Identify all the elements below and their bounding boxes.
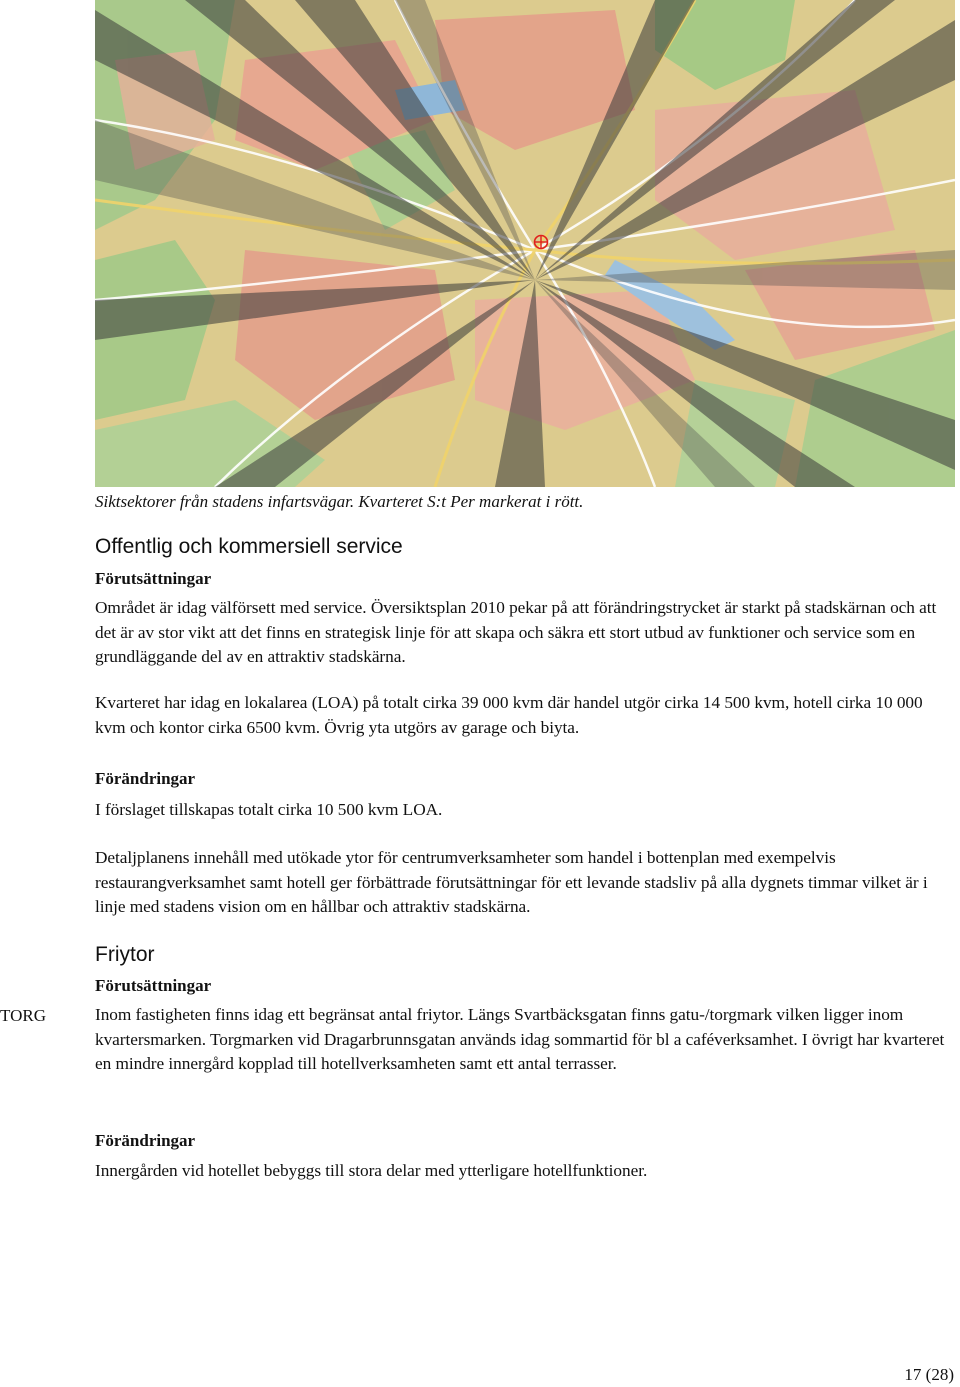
sector-map — [95, 0, 955, 487]
page-number: 17 (28) — [904, 1365, 954, 1384]
subheading-forandringar-2: Förändringar — [95, 1131, 196, 1150]
section-heading-friytor: Friytor — [95, 943, 155, 966]
map-graphic — [95, 0, 955, 487]
paragraph-friytor-2: Innergården vid hotellet bebyggs till stora delar med ytterligare hotellfunktioner. — [95, 1161, 648, 1180]
paragraph-service-4: Detaljplanens innehåll med utökade ytor för centrumverksamheter som handel i bottenplan med exempelvis restaurangverksamhet samt hotell ger förbättrade förutsättningar för ett levande stadsliv på alla dygnets timmar vilket är i linje med stadens vision om en hållbar och attraktiv stadskärna. — [95, 848, 928, 916]
paragraph-service-3: I förslaget tillskapas totalt cirka 10 500 kvm LOA. — [95, 800, 443, 819]
margin-label-torg: TORG — [0, 1006, 46, 1025]
subheading-forutsattningar-2: Förutsättningar — [95, 976, 212, 995]
subheading-forandringar-1: Förändringar — [95, 769, 196, 788]
subheading-forutsattningar-1: Förutsättningar — [95, 569, 212, 588]
paragraph-service-1: Området är idag välförsett med service. Översiktsplan 2010 pekar på att förändringstrycket är starkt på stadskärnan och att det är av stor vikt att det finns en strategisk linje för att skapa och säkra ett stort utbud av funktioner och service som en grundläggande del av en attraktiv stadskärna. — [95, 598, 937, 666]
map-caption: Siktsektorer från stadens infartsvägar. Kvarteret S:t Per markerat i rött. — [95, 492, 584, 511]
section-heading-service: Offentlig och kommersiell service — [95, 535, 403, 558]
property-marker — [534, 235, 548, 249]
paragraph-friytor-1: Inom fastigheten finns idag ett begränsat antal friytor. Längs Svartbäcksgatan finns gatu-/torgmark vilken ligger inom kvartersmarken. Torgmarken vid Dragarbrunnsgatan används idag sommartid för bl a caféverksamhet. I övrigt har kvarteret en mindre innergård kopplad till hotellverksamheten samt ett antal terrasser. — [95, 1005, 945, 1073]
paragraph-service-2: Kvarteret har idag en lokalarea (LOA) på totalt cirka 39 000 kvm där handel utgör cirka 14 500 kvm, hotell cirka 10 000 kvm och kontor cirka 6500 kvm. Övrig yta utgörs av garage och biyta. — [95, 693, 923, 737]
